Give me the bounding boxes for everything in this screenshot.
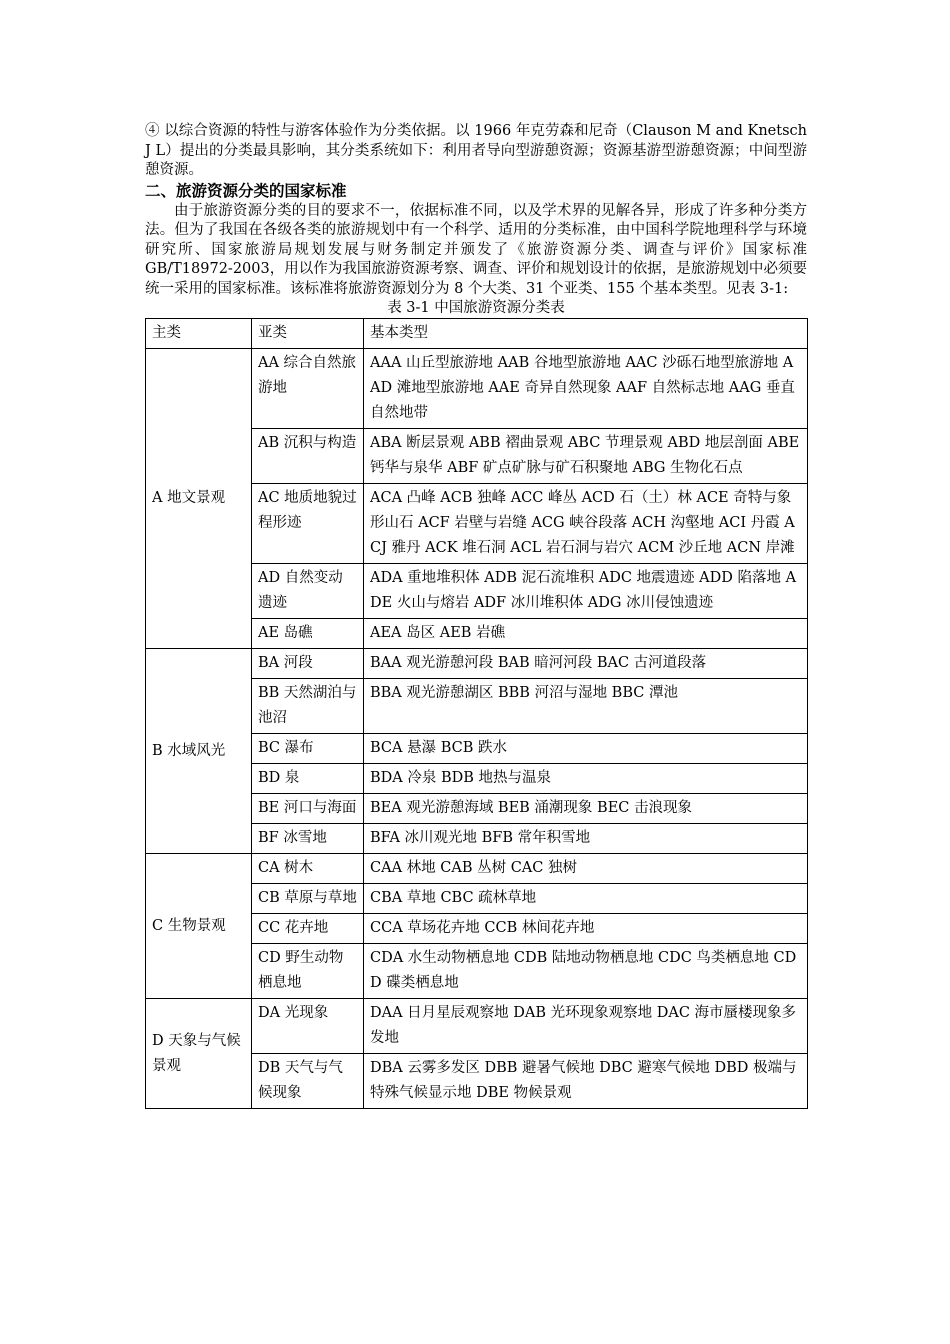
- table-row: [146, 349, 808, 429]
- sub-class-cell: CB 草原与草地: [252, 884, 364, 914]
- basic-types-cell: DAA 日月星辰观察地 DAB 光环现象观察地 DAC 海市蜃楼现象多发地: [364, 999, 808, 1054]
- table-row: [146, 999, 808, 1054]
- basic-types-cell: DBA 云雾多发区 DBB 避暑气候地 DBC 避寒气候地 DBD 极端与特殊气候显示地 DBE 物候景观: [364, 1054, 808, 1109]
- sub-class-cell: CA 树木: [252, 854, 364, 884]
- main-class-cell: A 地文景观: [146, 349, 252, 649]
- basic-types-cell: CAA 林地 CAB 丛树 CAC 独树: [364, 854, 808, 884]
- main-class-cell: B 水域风光: [146, 649, 252, 854]
- sub-class-cell: AE 岛礁: [252, 619, 364, 649]
- document-page: [145, 122, 807, 1109]
- basic-types-cell: ACA 凸峰 ACB 独峰 ACC 峰丛 ACD 石（土）林 ACE 奇特与象形山石 ACF 岩壁与岩缝 ACG 峡谷段落 ACH 沟壑地 ACI 丹霞 ACJ 雅丹 ACK 堆石洞 ACL 岩石洞与岩穴 ACM 沙丘地 ACN 岸滩: [364, 484, 808, 564]
- table-body: [146, 349, 808, 1109]
- sub-class-cell: BF 冰雪地: [252, 824, 364, 854]
- basic-types-cell: BEA 观光游憩海域 BEB 涌潮现象 BEC 击浪现象: [364, 794, 808, 824]
- sub-class-cell: BB 天然湖泊与池沼: [252, 679, 364, 734]
- basic-types-cell: BCA 悬瀑 BCB 跌水: [364, 734, 808, 764]
- main-class-cell: C 生物景观: [146, 854, 252, 999]
- sub-class-cell: BE 河口与海面: [252, 794, 364, 824]
- table-header-row: [146, 319, 808, 349]
- sub-class-cell: BC 瀑布: [252, 734, 364, 764]
- sub-class-cell: CC 花卉地: [252, 914, 364, 944]
- basic-types-cell: CBA 草地 CBC 疏林草地: [364, 884, 808, 914]
- sub-class-cell: AD 自然变动遗迹: [252, 564, 364, 619]
- sub-class-cell: AC 地质地貌过程形迹: [252, 484, 364, 564]
- sub-class-cell: CD 野生动物栖息地: [252, 944, 364, 999]
- header-basic-types: 基本类型: [364, 319, 808, 349]
- basic-types-cell: AEA 岛区 AEB 岩礁: [364, 619, 808, 649]
- sub-class-cell: AA 综合自然旅游地: [252, 349, 364, 429]
- basic-types-cell: ADA 重地堆积体 ADB 泥石流堆积 ADC 地震遗迹 ADD 陷落地 ADE 火山与熔岩 ADF 冰川堆积体 ADG 冰川侵蚀遗迹: [364, 564, 808, 619]
- intro-paragraph: ④ 以综合资源的特性与游客体验作为分类依据。以 1966 年克劳森和尼奇（Clauson M and Knetsch J L）提出的分类最具影响，其分类系统如下：利用者导向型游憩资源；资源基游型游憩资源；中间型游憩资源。: [145, 123, 807, 178]
- sub-class-cell: BA 河段: [252, 649, 364, 679]
- basic-types-cell: AAA 山丘型旅游地 AAB 谷地型旅游地 AAC 沙砾石地型旅游地 AAD 滩地型旅游地 AAE 奇异自然现象 AAF 自然标志地 AAG 垂直自然地带: [364, 349, 808, 429]
- basic-types-cell: CCA 草场花卉地 CCB 林间花卉地: [364, 914, 808, 944]
- table-caption: 表 3-1 中国旅游资源分类表: [387, 300, 565, 316]
- sub-class-cell: DA 光现象: [252, 999, 364, 1054]
- basic-types-cell: BFA 冰川观光地 BFB 常年积雪地: [364, 824, 808, 854]
- sub-class-cell: DB 天气与气候现象: [252, 1054, 364, 1109]
- basic-types-cell: BAA 观光游憩河段 BAB 暗河河段 BAC 古河道段落: [364, 649, 808, 679]
- header-main-class: 主类: [146, 319, 252, 349]
- section-heading: 二、旅游资源分类的国家标准: [145, 181, 347, 200]
- table-row: [146, 854, 808, 884]
- header-sub-class: 亚类: [252, 319, 364, 349]
- body-paragraph: 由于旅游资源分类的目的要求不一，依据标准不同，以及学术界的见解各异，形成了许多种分类方法。但为了我国在各级各类的旅游规划中有一个科学、适用的分类标准，由中国科学院地理科学与环境研究所、国家旅游局规划发展与财务制定并颁发了《旅游资源分类、调查与评价》国家标准 GB/T18972-2003，用以作为我国旅游资源考察、调查、评价和规划设计的依据，是旅游规划中必须要统一采用的国家标准。该标准将旅游资源划分为 8 个大类、31 个亚类、155 个基本类型。见表 3-1:: [145, 202, 807, 297]
- basic-types-cell: CDA 水生动物栖息地 CDB 陆地动物栖息地 CDC 鸟类栖息地 CDD 碟类栖息地: [364, 944, 808, 999]
- basic-types-cell: BBA 观光游憩湖区 BBB 河沼与湿地 BBC 潭池: [364, 679, 808, 734]
- classification-table: [145, 318, 808, 1109]
- sub-class-cell: AB 沉积与构造: [252, 429, 364, 484]
- basic-types-cell: BDA 冷泉 BDB 地热与温泉: [364, 764, 808, 794]
- table-row: [146, 649, 808, 679]
- basic-types-cell: ABA 断层景观 ABB 褶曲景观 ABC 节理景观 ABD 地层剖面 ABE 钙华与泉华 ABF 矿点矿脉与矿石积聚地 ABG 生物化石点: [364, 429, 808, 484]
- sub-class-cell: BD 泉: [252, 764, 364, 794]
- main-class-cell: D 天象与气候景观: [146, 999, 252, 1109]
